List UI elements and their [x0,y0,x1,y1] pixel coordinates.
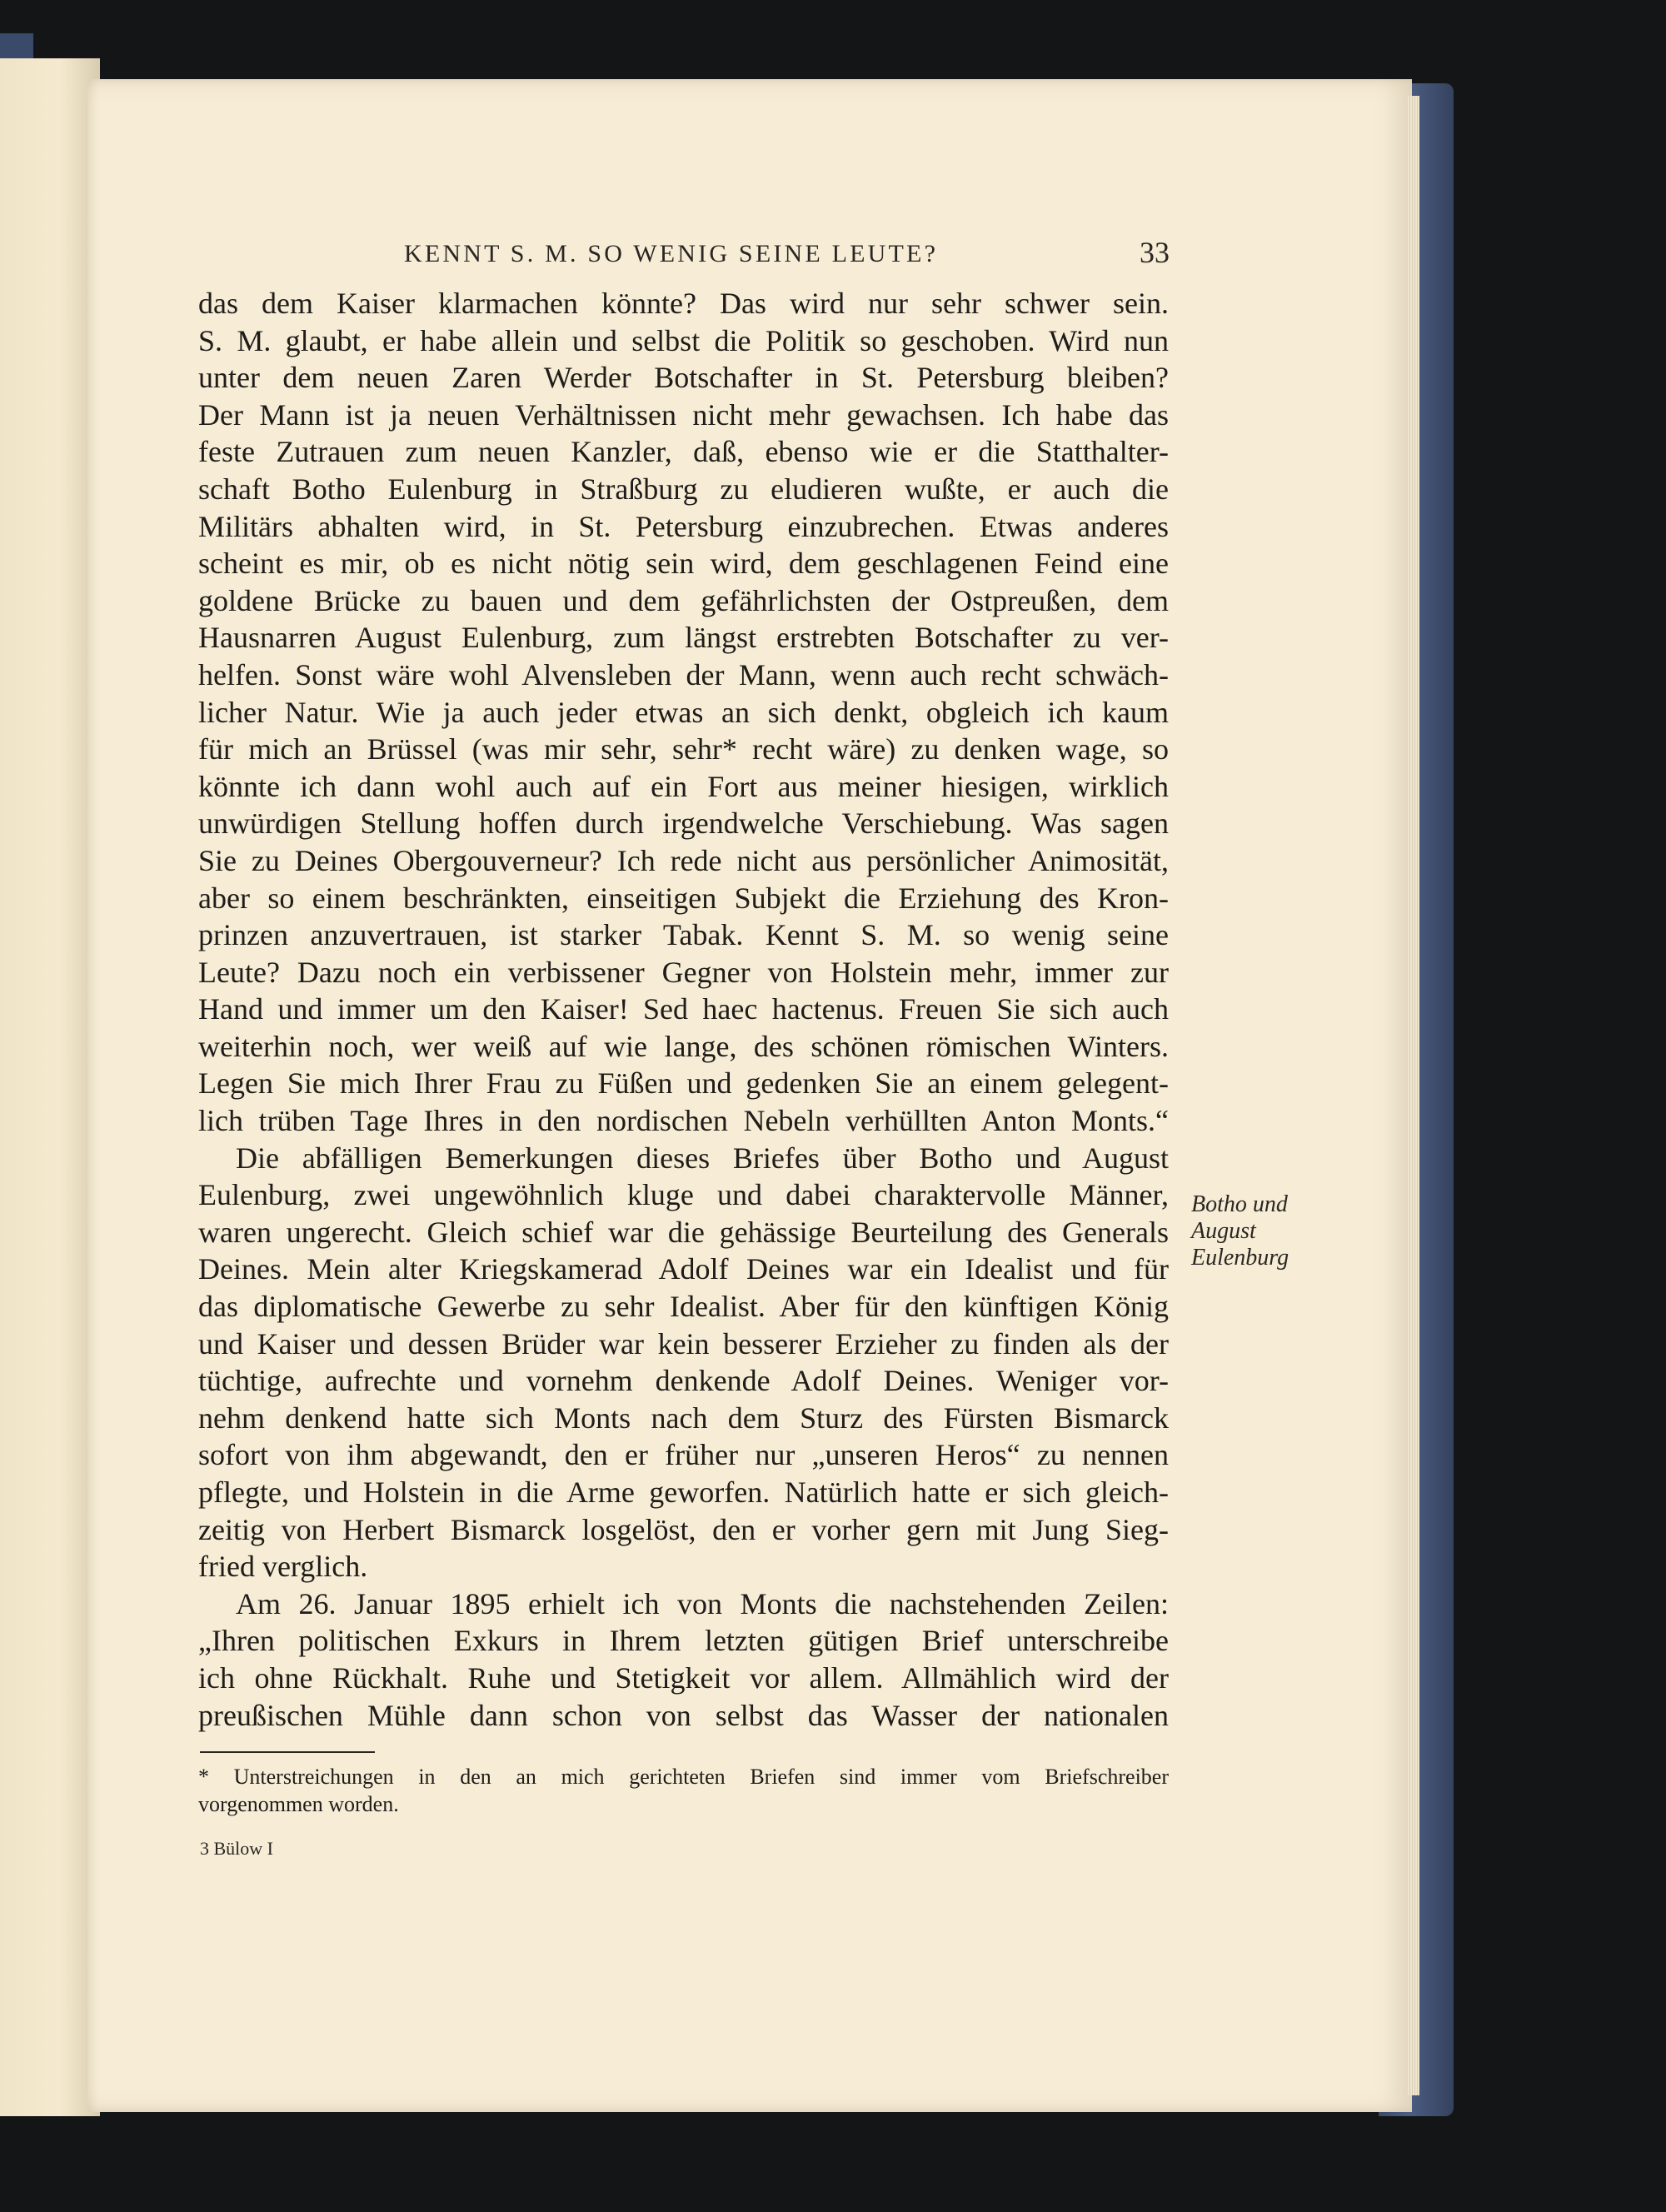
text-line: schaft Botho Eulenburg in Straßburg zu eludieren wußte, er auch die [198,472,1169,506]
footnote [198,1763,1169,1818]
text-line: für mich an Brüssel (was mir sehr, sehr* recht wäre) zu denken wage, so [198,732,1169,766]
text-line: lich trüben Tage Ihres in den nordischen Nebeln verhüllten Anton Monts.“ [198,1104,1169,1138]
text-line: das dem Kaiser klarmachen könnte? Das wird nur sehr schwer sein. [198,287,1169,320]
text-line: prinzen anzuvertrauen, ist starker Tabak. Kennt S. M. so wenig seine [198,918,1169,952]
footnote-line: * Unterstreichungen in den an mich gerichteten Briefen sind immer vom Briefschreiber [198,1765,1169,1789]
text-line: Sie zu Deines Obergouverneur? Ich rede nicht aus persönlicher Animosität, [198,843,1169,877]
footnote-line: vorgenommen worden. [198,1792,399,1816]
text-line: könnte ich dann wohl auch auf ein Fort aus meiner hiesigen, wirklich [198,769,1169,803]
text-line: Hand und immer um den Kaiser! Sed haec hactenus. Freuen Sie sich auch [198,992,1169,1026]
marginal-note [1191,1191,1391,1271]
printer-signature: 3 Bülow I [200,1838,273,1859]
page-number: 33 [1140,236,1170,269]
text-line: Legen Sie mich Ihrer Frau zu Füßen und gedenken Sie an einem gelegent- [198,1066,1169,1101]
marginal-note-line: Botho und [1191,1191,1288,1217]
text-line: helfen. Sonst wäre wohl Alvensleben der Mann, wenn auch recht schwäch- [198,657,1169,692]
text-line: S. M. glaubt, er habe allein und selbst die Politik so geschoben. Wird nun [198,323,1169,357]
text-line: Leute? Dazu noch ein verbissener Gegner von Holstein mehr, immer zur [198,955,1169,989]
text-line: Der Mann ist ja neuen Verhältnissen nicht mehr gewachsen. Ich habe das [198,397,1169,432]
text-line: scheint es mir, ob es nicht nötig sein wird, dem geschlagenen Feind eine [198,547,1169,581]
text-line: pflegte, und Holstein in die Arme geworfen. Natürlich hatte er sich gleich- [198,1475,1169,1509]
text-line: ich ohne Rückhalt. Ruhe und Stetigkeit vor allem. Allmählich wird der [198,1660,1169,1695]
text-line: goldene Brücke zu bauen und dem gefährlichsten der Ostpreußen, dem [198,583,1169,617]
text-line: Am 26. Januar 1895 erhielt ich von Monts die nachstehenden Zeilen: [236,1586,1169,1620]
marginal-note-line: Eulenburg [1191,1245,1289,1271]
running-head: KENNT S. M. SO WENIG SEINE LEUTE? [404,240,939,267]
text-line: „Ihren politischen Exkurs in Ihrem letzten gütigen Brief unterschreibe [198,1624,1169,1658]
text-line: zeitig von Herbert Bismarck losgelöst, den er vorher gern mit Jung Sieg- [198,1512,1169,1546]
text-line: Militärs abhalten wird, in St. Petersburg einzubrechen. Etwas anderes [198,509,1169,543]
text-line: Eulenburg, zwei ungewöhnlich kluge und dabei charaktervolle Männer, [198,1178,1169,1212]
text-line: tüchtige, aufrechte und vornehm denkende Adolf Deines. Weniger vor- [198,1364,1169,1398]
text-line: waren ungerecht. Gleich schief war die gehässige Beurteilung des Generals [198,1215,1169,1249]
text-line: nehm denkend hatte sich Monts nach dem Sturz des Fürsten Bismarck [198,1401,1169,1435]
page-block-edge [1408,96,1419,2095]
text-line: weiterhin noch, wer weiß auf wie lange, des schönen römischen Winters. [198,1029,1169,1063]
text-line: das diplomatische Gewerbe zu sehr Idealist. Aber für den künftigen König [198,1290,1169,1324]
text-line: feste Zutrauen zum neuen Kanzler, daß, ebenso wie er die Statthalter- [198,435,1169,469]
text-line: preußischen Mühle dann schon von selbst das Wasser der nationalen [198,1698,1169,1732]
text-line: Deines. Mein alter Kriegskamerad Adolf Deines war ein Idealist und für [198,1252,1169,1286]
text-line: und Kaiser und dessen Brüder war kein besserer Erzieher zu finden als der [198,1326,1169,1361]
text-line: licher Natur. Wie ja auch jeder etwas an sich denkt, obgleich ich kaum [198,695,1169,729]
text-line: sofort von ihm abgewandt, den er früher nur „unseren Heros“ zu nennen [198,1438,1169,1472]
left-page-edge [0,58,100,2116]
body-text [198,285,1169,1734]
text-line: Hausnarren August Eulenburg, zum längst erstrebten Botschafter zu ver- [198,621,1169,655]
text-line: fried verglich. [198,1550,368,1584]
text-line: aber so einem beschränkten, einseitigen Subjekt die Erziehung des Kron- [198,881,1169,915]
text-line: unter dem neuen Zaren Werder Botschafter in St. Petersburg bleiben? [198,361,1169,395]
text-line: Die abfälligen Bemerkungen dieses Briefes über Botho und August [236,1141,1169,1175]
marginal-note-line: August [1191,1218,1256,1244]
footnote-rule [200,1751,375,1753]
text-line: unwürdigen Stellung hoffen durch irgendwelche Verschiebung. Was sagen [198,806,1169,841]
